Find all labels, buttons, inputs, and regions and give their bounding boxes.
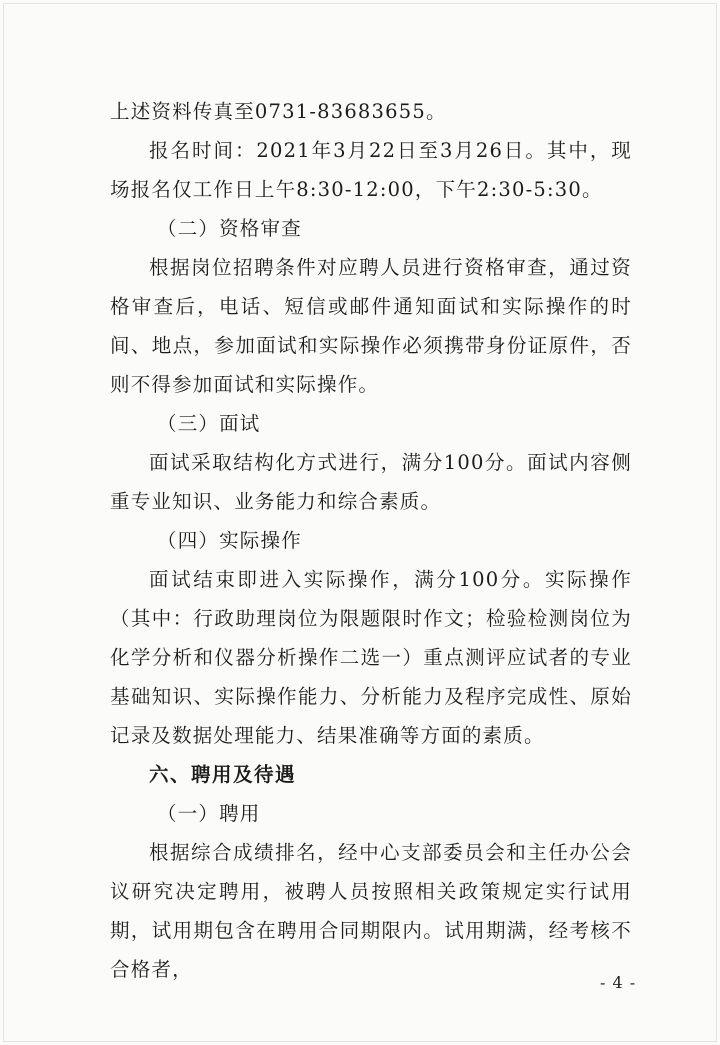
- paragraph-qualification-review: 根据岗位招聘条件对应聘人员进行资格审查，通过资格审查后，电话、短信或邮件通知面试和实际操作的时间、地点，参加面试和实际操作必须携带身份证原件，否则不得参加面试和实际操作。: [110, 256, 632, 396]
- paragraph-hiring: 根据综合成绩排名，经中心支部委员会和主任办公会议研究决定聘用，被聘人员按照相关政策规定实行试用期，试用期包含在聘用合同期限内。试用期满，经考核不合格者，: [110, 841, 632, 981]
- subheading-hiring: （一）聘用: [157, 802, 261, 825]
- page-number: - 4 -: [600, 973, 637, 992]
- document-body: [110, 92, 632, 989]
- subheading-qualification-review: （二）资格审查: [157, 217, 302, 240]
- paragraph-registration-time: 报名时间：2021年3月22日至3月26日。其中，现场报名仅工作日上午8:30-12:00，下午2:30-5:30。: [110, 139, 632, 201]
- paragraph-practical-operation: 面试结束即进入实际操作，满分100分。实际操作（其中：行政助理岗位为限题限时作文；检验检测岗位为化学分析和仪器分析操作二选一）重点测评应试者的专业基础知识、实际操作能力、分析能力及程序完成性、原始记录及数据处理能力、结果准确等方面的素质。: [110, 568, 632, 747]
- subheading-interview: （三）面试: [157, 412, 261, 435]
- paragraph-fax: 上述资料传真至0731-83683655。: [110, 100, 447, 123]
- subheading-practical-operation: （四）实际操作: [157, 529, 302, 552]
- section-heading-employment: 六、聘用及待遇: [149, 763, 297, 786]
- paragraph-interview: 面试采取结构化方式进行，满分100分。面试内容侧重专业知识、业务能力和综合素质。: [110, 451, 632, 513]
